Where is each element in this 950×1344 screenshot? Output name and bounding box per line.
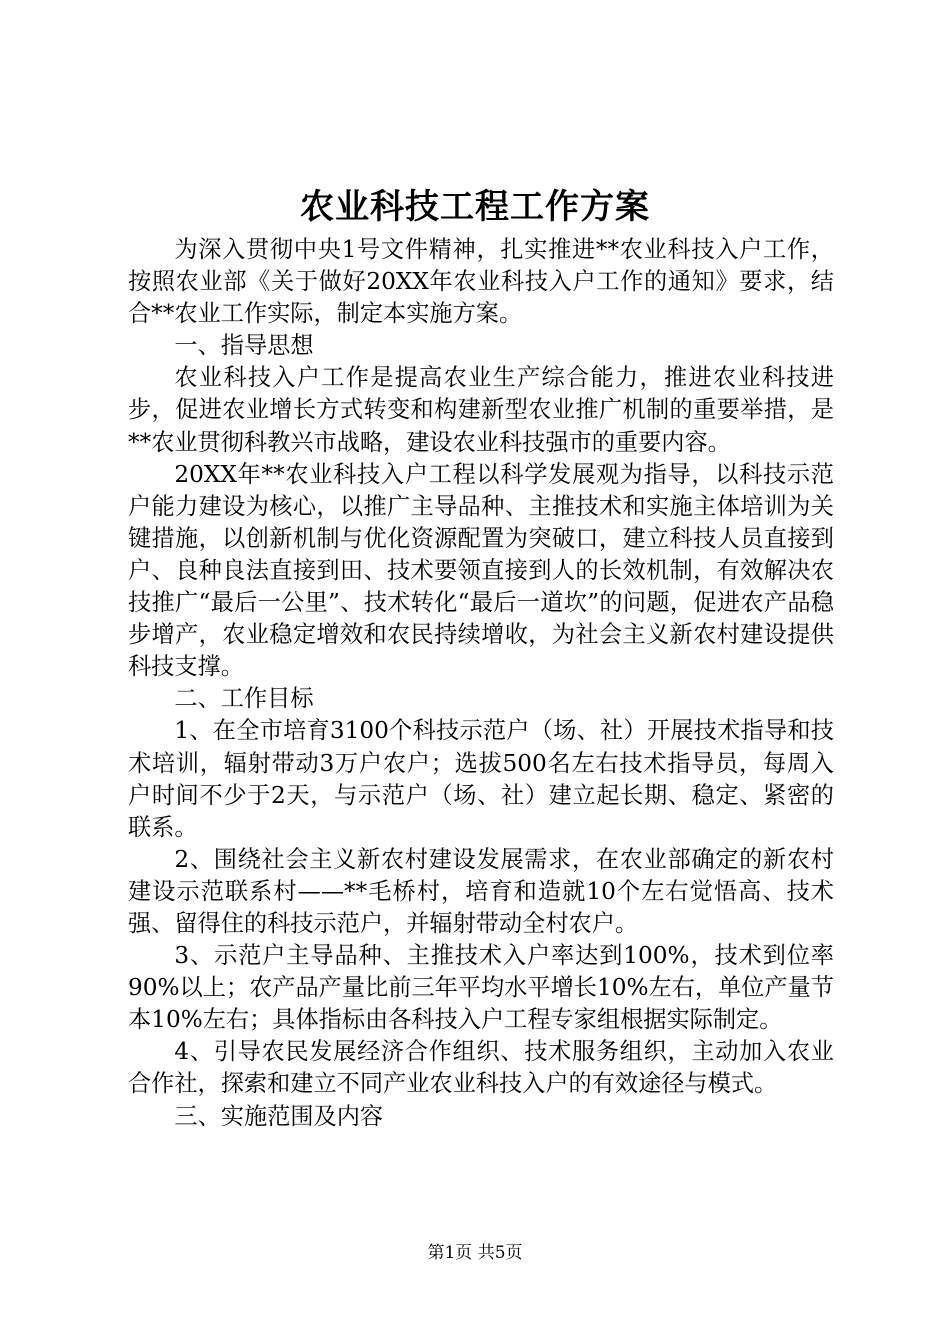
section-heading-work-goals: 二、工作目标 [174,685,314,713]
body-paragraph: 农业科技入户工作是提高农业生产综合能力，推进农业科技进步，促进农业增长方式转变和构建新型农业推广机制的重要举措，是**农业贯彻科教兴市战略，建设农业科技强市的重要内容。 [128,364,834,456]
goal-item-1: 1、在全市培育3100个科技示范户（场、社）开展技术指导和技术培训，辐射带动3万户农户；选拔500名左右技术指导员，每周入户时间不少于2天，与示范户（场、社）建立起长期、稳定、紧密的联系。 [128,717,834,841]
section-heading-guiding-ideology: 一、指导思想 [174,332,314,360]
body-paragraph: 20XX年**农业科技入户工程以科学发展观为指导，以科技示范户能力建设为核心，以推广主导品种、主推技术和实施主体培训为关键措施，以创新机制与优化资源配置为突破口，建立科技人员直接到户、良种良法直接到田、技术要领直接到人的长效机制，有效解决农技推广“最后一公里”、技术转化“最后一道坎”的问题，促进农产品稳步增产，农业稳定增效和农民持续增收，为社会主义新农村建设提供科技支撑。 [128,460,834,681]
goal-item-2: 2、围绕社会主义新农村建设发展需求，在农业部确定的新农村建设示范联系村——**毛桥村，培育和造就10个左右觉悟高、技术强、留得住的科技示范户，并辐射带动全村农户。 [128,845,834,937]
page-footer: 第1页 共5页 [427,1243,523,1263]
section-heading-scope: 三、实施范围及内容 [174,1102,384,1130]
goal-item-3: 3、示范户主导品种、主推技术入户率达到100%，技术到位率90%以上；农产品产量比前三年平均水平增长10%左右，单位产量节本10%左右；具体指标由各科技入户工程专家组根据实际制定。 [128,942,834,1034]
goal-item-4: 4、引导农民发展经济合作组织、技术服务组织，主动加入农业合作社，探索和建立不同产业农业科技入户的有效途径与模式。 [128,1038,834,1098]
document-body [128,234,834,1133]
intro-paragraph: 为深入贯彻中央1号文件精神，扎实推进**农业科技入户工作，按照农业部《关于做好20XX年农业科技入户工作的通知》要求，结合**农业工作实际，制定本实施方案。 [128,236,834,328]
document-title: 农业科技工程工作方案 [300,187,650,227]
